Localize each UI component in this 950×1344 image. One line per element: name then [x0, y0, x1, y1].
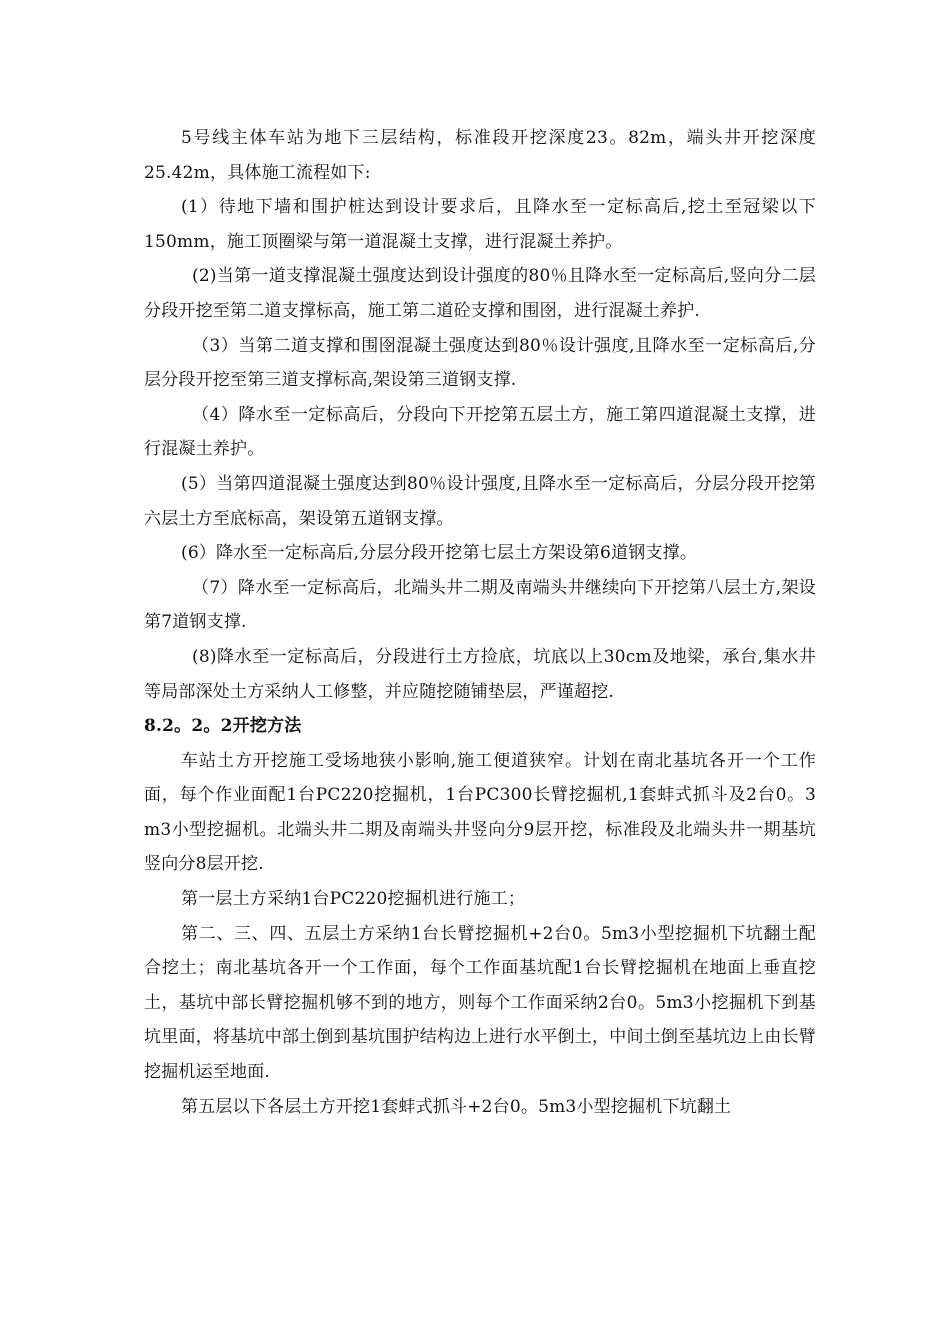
paragraph-intro: 5号线主体车站为地下三层结构，标准段开挖深度23。82m，端头井开挖深度25.42m，具体施工流程如下:	[144, 128, 816, 183]
document-body	[144, 121, 816, 1124]
paragraph-step-4: （4）降水至一定标高后，分段向下开挖第五层土方，施工第四道混凝土支撑，进行混凝土养护。	[144, 404, 816, 460]
paragraph-step-8: (8)降水至一定标高后，分段进行土方捡底，坑底以上30cm及地梁，承台,集水井等局部深处土方采纳人工修整，并应随挖随铺垫层，严谨超挖.	[144, 646, 816, 702]
paragraph-method-lower-layers: 第五层以下各层土方开挖1套蚌式抓斗+2台0。5m3小型挖掘机下坑翻土	[181, 1096, 732, 1117]
paragraph-step-1: (1）待地下墙和围护桩达到设计要求后，且降水至一定标高后,挖土至冠梁以下150mm，施工顶圈梁与第一道混凝土支撑，进行混凝土养护。	[144, 197, 816, 252]
paragraph-step-3: （3）当第二道支撑和围囹混凝土强度达到80％设计强度,且降水至一定标高后,分层分段开挖至第三道支撑标高,架设第三道钢支撑.	[144, 335, 816, 391]
paragraph-method-layers-2-5: 第二、三、四、五层土方采纳1台长臂挖掘机+2台0。5m3小型挖掘机下坑翻土配合挖土；南北基坑各开一个工作面，每个工作面基坑配1台长臂挖掘机在地面上垂直挖土，基坑中部长臂挖掘机够不到的地方，则每个工作面采纳2台0。5m3小挖掘机下到基坑里面，将基坑中部土倒到基坑围护结构边上进行水平倒土，中间土倒至基坑边上由长臂挖掘机运至地面.	[144, 923, 816, 1083]
section-heading: 8.2。2。2开挖方法	[144, 716, 302, 737]
paragraph-step-6: (6）降水至一定标高后,分层分段开挖第七层土方架设第6道钢支撑。	[181, 543, 698, 564]
paragraph-step-2: (2)当第一道支撑混凝土强度达到设计强度的80％且降水至一定标高后,竖向分二层分段开挖至第二道支撑标高，施工第二道砼支撑和围囹，进行混凝土养护.	[144, 266, 816, 321]
paragraph-method-overview: 车站土方开挖施工受场地狭小影响,施工便道狭窄。计划在南北基坑各开一个工作面，每个作业面配1台PC220挖掘机，1台PC300长臂挖掘机,1套蚌式抓斗及2台0。3 m3小型挖掘机。北端头井二期及南端头井竖向分9层开挖，标准段及北端头井一期基坑竖向分8层开挖.	[144, 750, 816, 875]
paragraph-method-layer-1: 第一层土方采纳1台PC220挖掘机进行施工；	[181, 889, 526, 910]
paragraph-step-7: （7）降水至一定标高后，北端头井二期及南端头井继续向下开挖第八层土方,架设第7道钢支撑.	[144, 577, 816, 633]
paragraph-step-5: (5）当第四道混凝土强度达到80％设计强度,且降水至一定标高后，分层分段开挖第六层土方至底标高，架设第五道钢支撑。	[144, 473, 816, 529]
